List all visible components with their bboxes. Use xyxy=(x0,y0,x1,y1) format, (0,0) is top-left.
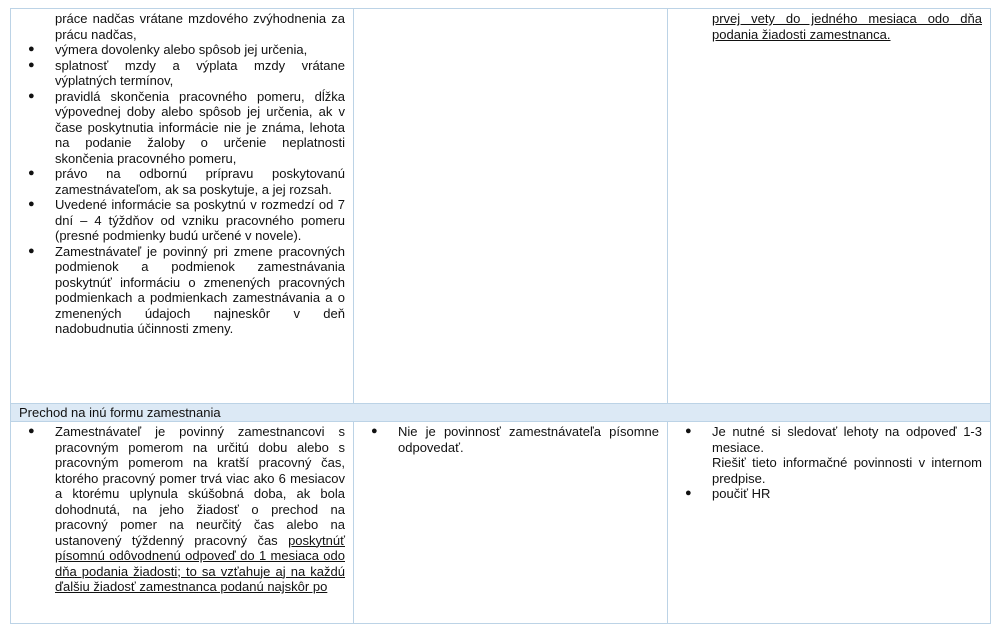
bullet-list xyxy=(362,424,659,455)
bullet-icon: ● xyxy=(685,487,692,499)
table-cell-notes xyxy=(668,9,991,404)
bullet-list xyxy=(19,424,345,595)
bullet-list xyxy=(19,42,345,337)
table-cell-empty xyxy=(354,9,668,404)
comparison-table xyxy=(10,8,991,624)
bullet-list xyxy=(676,424,982,502)
table-row xyxy=(11,9,991,404)
list-item: ● poučiť HR xyxy=(685,486,771,501)
list-item: ● Zamestnávateľ je povinný pri zmene pracovných podmienok a podmienok zamestnávania poskytnúť informáciu o zmenených pracovných podmienkach a podmienkach zamestnávania a o zmenených údajoch najneskôr v deň nadobudnutia účinnosti zmeny. xyxy=(28,243,345,336)
list-item: ● splatnosť mzdy a výplata mzdy vrátane výplatných termínov, xyxy=(28,57,345,88)
bullet-icon: ● xyxy=(28,167,35,179)
bullet-icon: ● xyxy=(28,43,35,55)
table-cell-current-law xyxy=(11,9,354,404)
list-item: ● Zamestnávateľ je povinný zamestnancovi s pracovným pomerom na určitú dobu alebo s pracovným pomerom na kratší pracovný čas, ktorého pracovný pomer trvá viac ako 6 mesiacov a ktorému uplynula skúšobná doba, ak bola dohodnutá, na jeho žiadosť o prechod na pracovný pomer na neurčitý čas alebo na ustanovený týždenný pracovný čas poskytnúť písomnú odôvodnenú odpoveď do 1 mesiaca odo dňa podania žiadosti; to sa vzťahuje aj na každú ďalšiu žiadosť zamestnanca podanú najskôr po xyxy=(28,424,345,594)
note-continuation: prvej vety do jedného mesiaca odo dňa podania žiadosti zamestnanca. xyxy=(712,11,982,42)
bullet-icon: ● xyxy=(28,244,35,257)
list-item: ● Nie je povinnosť zamestnávateľa písomne odpovedať. xyxy=(371,424,659,455)
bullet-icon: ● xyxy=(28,89,35,102)
section-header-row xyxy=(11,404,991,422)
list-item: ● Uvedené informácie sa poskytnú v rozmedzí od 7 dní – 4 týždňov od vzniku pracovného pomeru (presné podmienky budú určené v novele). xyxy=(28,197,345,243)
list-item: ● Je nutné si sledovať lehoty na odpoveď 1-3 mesiace. Riešiť tieto informačné povinnosti v internom predpise. xyxy=(685,424,982,486)
list-item: ● právo na odbornú prípravu poskytovanú zamestnávateľom, ak sa poskytuje, a jej rozsah. xyxy=(28,166,345,197)
list-item: ● pravidlá skončenia pracovného pomeru, dĺžka výpovednej doby alebo spôsob jej určenia, ak v čase poskytnutia informácie nie je známa, lehota na podanie žaloby o určenie neplatnosti skončenia pracovného pomeru, xyxy=(28,88,345,166)
list-item-continuation: práce nadčas vrátane mzdového zvýhodnenia za prácu nadčas, xyxy=(55,11,345,42)
section-title: Prechod na inú formu zamestnania xyxy=(11,404,991,422)
bullet-icon: ● xyxy=(685,425,692,437)
table-cell-employer-duty xyxy=(354,422,668,624)
bullet-icon: ● xyxy=(28,58,35,71)
table-cell-notes xyxy=(668,422,991,624)
table-row xyxy=(11,422,991,624)
bullet-icon: ● xyxy=(371,425,378,437)
list-item: ● výmera dovolenky alebo spôsob jej určenia, xyxy=(28,42,308,57)
bullet-icon: ● xyxy=(28,198,35,210)
table-cell-current-law xyxy=(11,422,354,624)
bullet-icon: ● xyxy=(28,425,35,437)
underlined-text: poskytnúť písomnú odôvodnenú odpoveď do 1 mesiaca odo dňa podania žiadosti; to sa vzťahuje aj na každú ďalšiu žiadosť zamestnanca podanú najskôr po xyxy=(55,532,345,594)
